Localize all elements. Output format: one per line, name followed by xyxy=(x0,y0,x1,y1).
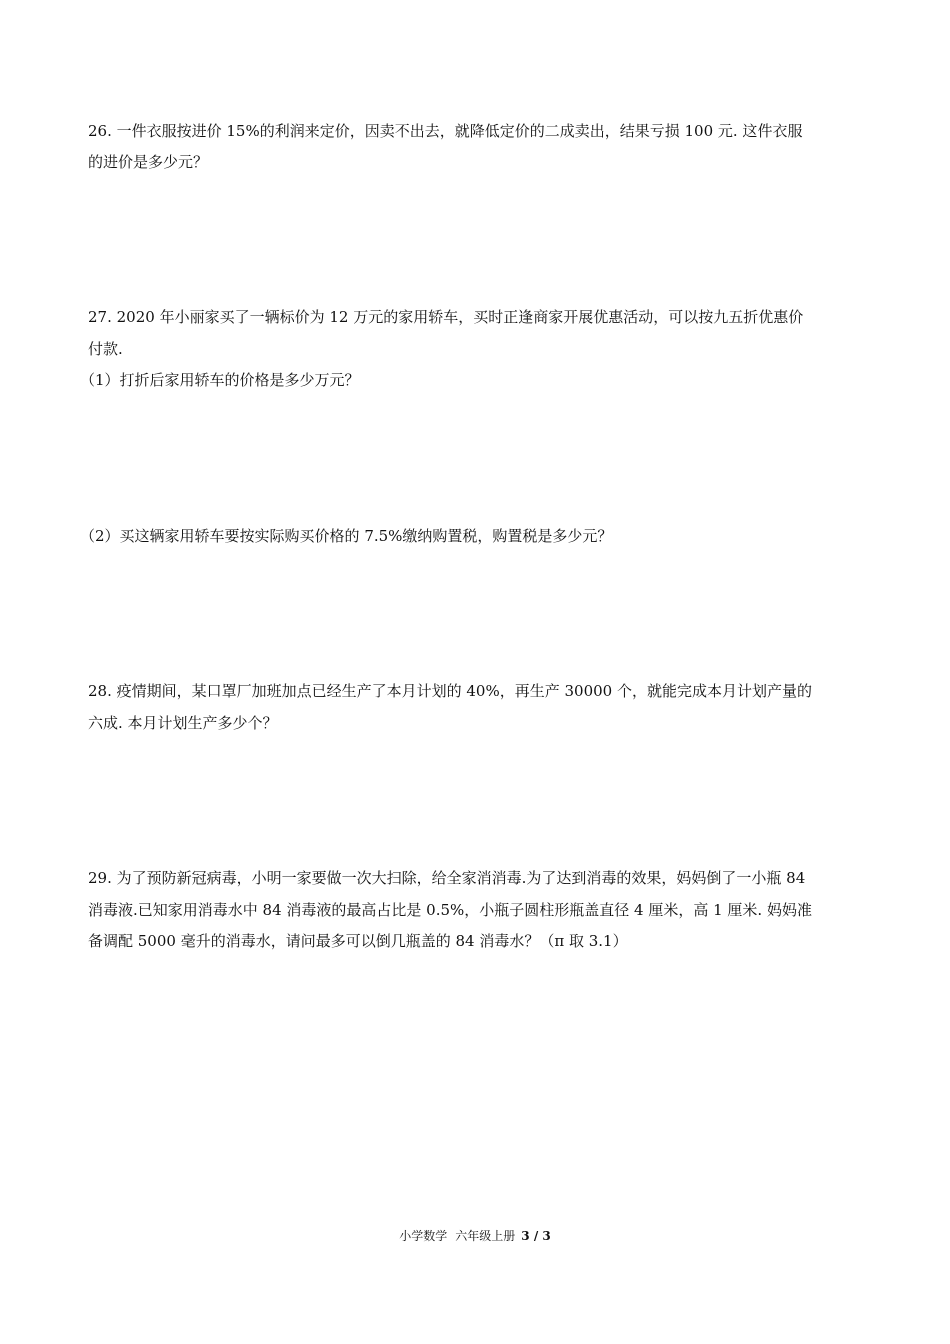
question-29-line-3: 备调配 5000 毫升的消毒水，请问最多可以倒几瓶盖的 84 消毒水？（π 取 3.1） xyxy=(88,932,628,950)
question-27-line-1: 27. 2020 年小丽家买了一辆标价为 12 万元的家用轿车，买时正逢商家开展优惠活动，可以按九五折优惠价 xyxy=(88,308,804,326)
question-27-part-1: （1）打折后家用轿车的价格是多少万元？ xyxy=(80,371,360,389)
question-28-line-1: 28. 疫情期间，某口罩厂加班加点已经生产了本月计划的 40%，再生产 30000 个，就能完成本月计划产量的 xyxy=(88,682,812,700)
footer-page-number: 3 / 3 xyxy=(521,1229,551,1243)
footer-subject: 小学数学 xyxy=(399,1229,448,1243)
question-27-line-2: 付款. xyxy=(88,340,123,358)
question-29-line-2: 消毒液.已知家用消毒水中 84 消毒液的最高占比是 0.5%，小瓶子圆柱形瓶盖直径 4 厘米，高 1 厘米. 妈妈准 xyxy=(88,901,812,919)
question-26-line-2: 的进价是多少元？ xyxy=(88,153,209,171)
question-27-part-2: （2）买这辆家用轿车要按实际购买价格的 7.5%缴纳购置税，购置税是多少元？ xyxy=(80,527,613,545)
footer-grade: 六年级上册 xyxy=(455,1229,516,1243)
page-footer xyxy=(0,1228,950,1244)
question-26-line-1: 26. 一件衣服按进价 15%的利润来定价，因卖不出去，就降低定价的二成卖出，结果亏损 100 元. 这件衣服 xyxy=(88,122,803,140)
question-29-line-1: 29. 为了预防新冠病毒，小明一家要做一次大扫除，给全家消消毒.为了达到消毒的效果，妈妈倒了一小瓶 84 xyxy=(88,869,806,887)
question-28-line-2: 六成. 本月计划生产多少个？ xyxy=(88,714,278,732)
